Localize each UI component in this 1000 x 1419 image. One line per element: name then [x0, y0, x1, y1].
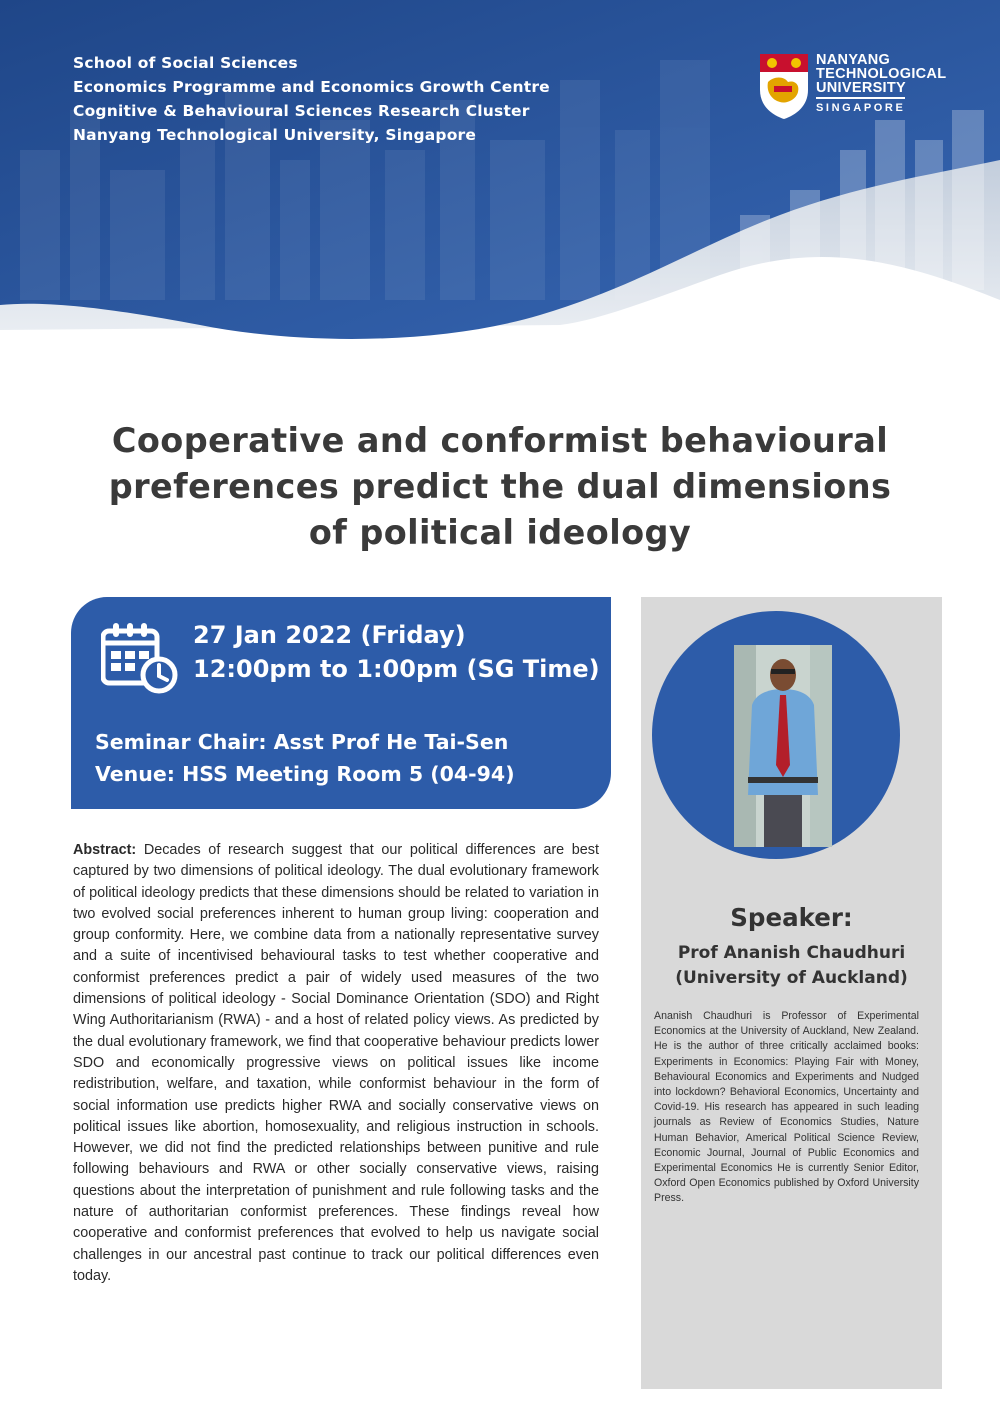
speaker-photo-circle	[652, 611, 900, 859]
speaker-photo	[734, 645, 832, 847]
ntu-logo	[758, 52, 958, 122]
calendar-clock-icon	[101, 621, 185, 697]
abstract-text: Decades of research suggest that our political differences are best captured by two dimensions of political ideology. The dual evolutionary framework of political ideology predicts that these dimensions should be related to variation in two evolved social preferences inherent to human group living: cooperation and group conformity. Here, we combine data from a nationally representative survey and a suite of incentivised behavioural tasks to test whether cooperative and conformist preferences predict a pair of widely used measures of the two dimensions of political ideology - Social Dominance Orientation (SDO) and Right Wing Authoritarianism (RWA) - and a host of related policy views. As predicted by the dual evolutionary framework, we find that cooperative behaviour predicts lower SDO and economically progressive views on political issues like income redistribution, welfare, and taxation, while conformist behaviour in the form of social information use predicts higher RWA and socially conservative views on political issues like abortion, homosexuality, and religious instruction in schools. However, we did not find the predicted relationships between punitive and rule following behaviours and RWA or other socially conservative views, raising questions about the interpretation of punishment and rule following tasks and the nature of authoritarian conformist preferences. These findings reveal how cooperative and conformist preferences that evolved to help us navigate social challenges in our ancestral past continue to track our political differences even today.	[73, 842, 599, 1284]
speaker-heading: Speaker:	[730, 903, 853, 932]
seminar-title	[40, 418, 960, 556]
event-venue: Venue: HSS Meeting Room 5 (04-94)	[95, 762, 515, 786]
ntu-crest-icon	[758, 52, 810, 120]
organizer-line: Economics Programme and Economics Growth Centre	[73, 78, 550, 96]
abstract-label: Abstract:	[73, 842, 137, 858]
logo-text: NANYANG	[816, 52, 891, 68]
organizer-line: Nanyang Technological University, Singapore	[73, 126, 477, 144]
seminar-chair: Seminar Chair: Asst Prof He Tai-Sen	[95, 730, 509, 754]
abstract-paragraph	[73, 840, 599, 1287]
header-banner	[0, 0, 1000, 345]
logo-text: TECHNOLOGICAL	[816, 66, 947, 82]
speaker-affiliation: (University of Auckland)	[675, 968, 908, 988]
organizer-line: School of Social Sciences	[73, 54, 298, 72]
ntu-wordmark	[816, 53, 946, 115]
title-line: preferences predict the dual dimensions	[108, 467, 892, 506]
speaker-sidebar	[641, 597, 942, 1389]
title-line: of political ideology	[308, 513, 692, 552]
event-time: 12:00pm to 1:00pm (SG Time)	[193, 655, 600, 683]
speaker-bio: Ananish Chaudhuri is Professor of Experimental Economics at the University of Auckland, New Zealand. He is the author of three critically acclaimed books: Experiments in Economics: Playing Fair with Money, Behavioural Economics and Experiments and Nudged into lockdown? Behavioral Economics, Uncertainty and Covid-19. His research has appeared in such leading journals as Review of Economics Studies, Nature Human Behavior, Americal Political Science Review, Economic Journal, Journal of Public Economics and Experimental Economics He is currently Senior Editor, Oxford Open Economics published by Oxford University Press.	[654, 1010, 919, 1205]
organizer-lines	[73, 51, 550, 147]
speaker-name: Prof Ananish Chaudhuri	[677, 943, 906, 963]
organizer-line: Cognitive & Behavioural Sciences Research Cluster	[73, 102, 530, 120]
event-details-box	[71, 597, 611, 809]
event-date: 27 Jan 2022 (Friday)	[193, 621, 466, 649]
speaker-name-block	[641, 941, 942, 991]
title-line: Cooperative and conformist behavioural	[111, 421, 889, 460]
logo-text: UNIVERSITY	[816, 80, 907, 96]
logo-text: SINGAPORE	[816, 97, 905, 115]
